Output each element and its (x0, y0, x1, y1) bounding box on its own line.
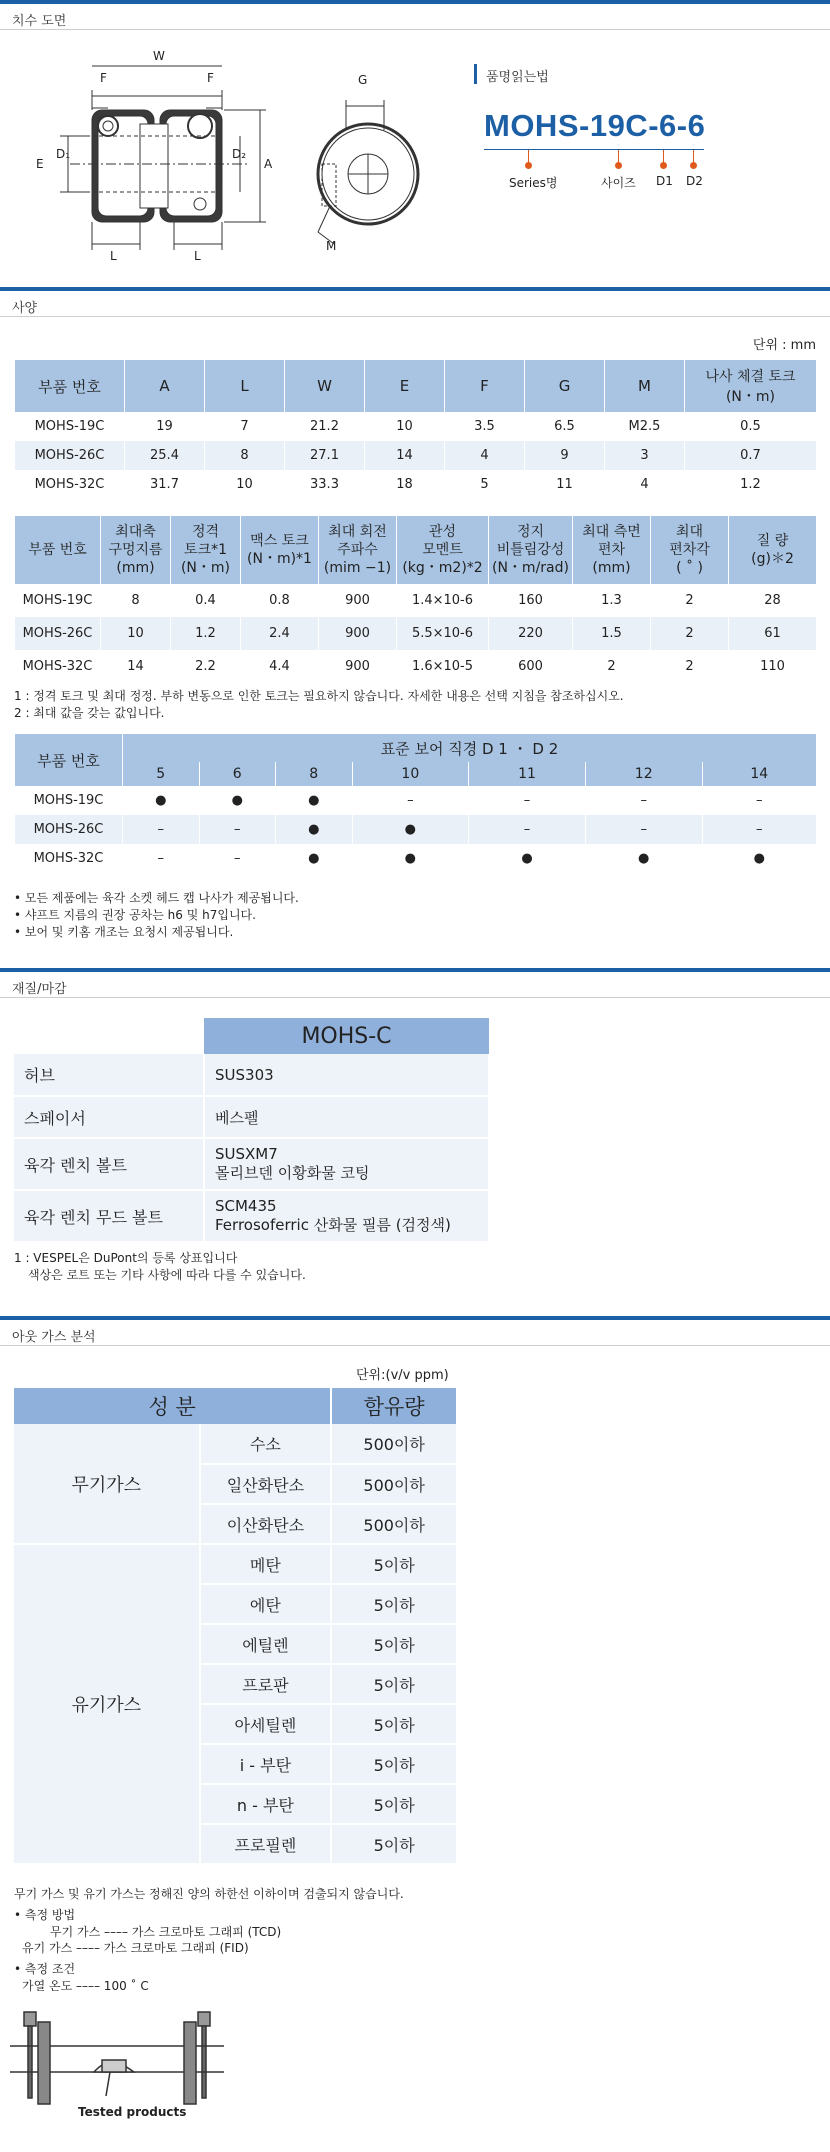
cell: MOHS-19C (15, 786, 123, 815)
cell: 육각 렌치 무드 볼트 (14, 1190, 204, 1242)
dim-D2: D₂ (232, 147, 247, 161)
cell: 육각 렌치 볼트 (14, 1138, 204, 1190)
table-row (15, 617, 817, 650)
th: F (445, 360, 525, 412)
cell: 0.4 (171, 584, 241, 617)
table-row (15, 650, 817, 683)
unit-label: 단위 : mm (752, 338, 816, 353)
section-title: 치수 도면 (12, 14, 67, 29)
cell: 18 (365, 470, 445, 499)
cell: 3 (605, 441, 685, 470)
th: 최대축 구멍지름 (mm) (101, 516, 171, 584)
cell: ● (469, 844, 586, 873)
cell: 에탄 (200, 1584, 332, 1624)
table-row (15, 412, 817, 441)
cell: 수소 (200, 1424, 332, 1464)
cell: 5.5×10-6 (397, 617, 489, 650)
cell: 3.5 (445, 412, 525, 441)
section-title: 사양 (12, 301, 38, 316)
th: 표준 보어 직경 D 1 ・ D 2 (123, 734, 817, 762)
section-material-header (0, 968, 830, 998)
cell: 1.5 (573, 617, 651, 650)
cell: – (469, 786, 586, 815)
th: 최대 측면 편차 (mm) (573, 516, 651, 584)
cell: 0.5 (685, 412, 817, 441)
cell: 19 (125, 412, 205, 441)
cell: 허브 (14, 1054, 204, 1096)
cell: 5이하 (331, 1704, 457, 1744)
cell: 2 (573, 650, 651, 683)
cell: – (585, 815, 702, 844)
cell: 10 (365, 412, 445, 441)
note-line: • 샤프트 지름의 권장 공차는 h6 및 h7입니다. (14, 907, 256, 922)
th: 12 (585, 762, 702, 786)
test-apparatus-diagram (10, 2000, 230, 2125)
cell: 2 (651, 650, 729, 683)
cell: ● (199, 786, 276, 815)
cell: 10 (101, 617, 171, 650)
table-row (15, 815, 817, 844)
dim-L-left: L (110, 249, 117, 263)
material-table (14, 1018, 490, 1243)
th: 정격 토크*1 (N・m) (171, 516, 241, 584)
cell: ● (585, 844, 702, 873)
th: W (285, 360, 365, 412)
cell: 일산화탄소 (200, 1464, 332, 1504)
dim-L-right: L (194, 249, 201, 263)
table-row (15, 786, 817, 815)
tested-products-label: Tested products (78, 2105, 187, 2119)
cell: 900 (319, 584, 397, 617)
table-row (15, 584, 817, 617)
bore-notes (14, 890, 299, 940)
cell: – (123, 844, 200, 873)
cell: 2.2 (171, 650, 241, 683)
note-line: • 보어 및 키홈 개조는 요청시 제공됩니다. (14, 924, 234, 939)
th: 부품 번호 (15, 360, 125, 412)
cell: 160 (489, 584, 573, 617)
note-line: 2 : 최대 값을 갖는 값입니다. (14, 705, 165, 720)
cell: 11 (525, 470, 605, 499)
cell: 500이하 (331, 1504, 457, 1544)
th: 질 량 (g)＊2 (729, 516, 817, 584)
cell: 31.7 (125, 470, 205, 499)
cell: n - 부탄 (200, 1784, 332, 1824)
dim-D1: D₁ (56, 147, 71, 161)
cell: ● (352, 815, 469, 844)
dim-E: E (36, 157, 44, 171)
cell: 8 (205, 441, 285, 470)
th: A (125, 360, 205, 412)
cell: MOHS-32C (15, 650, 101, 683)
note-line: 1 : VESPEL은 DuPont의 등록 상표입니다 (14, 1251, 238, 1265)
cell: MOHS-19C (15, 412, 125, 441)
cell: 5이하 (331, 1544, 457, 1584)
note-line: 무기 가스 –––– 가스 크로마토 그래피 (TCD) (50, 1924, 282, 1939)
cell: 61 (729, 617, 817, 650)
th: 정지 비틀림강성 (N・m/rad) (489, 516, 573, 584)
naming-accent-bar (474, 64, 477, 84)
th: 관성 모멘트 (kg・m2)*2 (397, 516, 489, 584)
cell: 1.4×10-6 (397, 584, 489, 617)
note-line: 무기 가스 및 유기 가스는 정해진 양의 하한선 이하이며 검출되지 않습니다. (14, 1887, 404, 1901)
cell: 4 (445, 441, 525, 470)
cell: 5이하 (331, 1664, 457, 1704)
cell: 5이하 (331, 1624, 457, 1664)
th: 함유량 (331, 1388, 457, 1424)
cell: 프로판 (200, 1664, 332, 1704)
dim-F-left: F (100, 71, 107, 85)
th: 11 (469, 762, 586, 786)
cell: – (352, 786, 469, 815)
note-line: 색상은 로트 또는 기타 사항에 따라 다를 수 있습니다. (28, 1267, 306, 1282)
section-spec-header (0, 287, 830, 317)
cell: – (199, 844, 276, 873)
model-code: MOHS-19C-6-6 (484, 108, 706, 143)
naming-title: 품명읽는법 (486, 70, 549, 85)
cell: 2 (651, 584, 729, 617)
cell: 2.4 (241, 617, 319, 650)
label-d1: D1 (656, 174, 673, 188)
cell: MOHS-32C (15, 844, 123, 873)
th: E (365, 360, 445, 412)
group-inorganic: 무기가스 (14, 1424, 200, 1544)
note-line: • 측정 방법 (14, 1907, 76, 1922)
cell: 33.3 (285, 470, 365, 499)
th: 5 (123, 762, 200, 786)
cell: 5 (445, 470, 525, 499)
th: 최대 회전 주파수 (mim −1) (319, 516, 397, 584)
cell: 10 (205, 470, 285, 499)
cell: – (702, 815, 816, 844)
th: 성 분 (14, 1388, 331, 1424)
cell: 프로필렌 (200, 1824, 332, 1864)
cell: 1.2 (685, 470, 817, 499)
cell: ● (123, 786, 200, 815)
cell: 0.7 (685, 441, 817, 470)
th: 나사 체결 토크 (N・m) (685, 360, 817, 412)
cell: 600 (489, 650, 573, 683)
cell: ● (276, 815, 353, 844)
cell: MOHS-26C (15, 815, 123, 844)
coupling-drawing (0, 34, 460, 264)
cell: 4.4 (241, 650, 319, 683)
spec-notes (14, 688, 624, 722)
table-row (15, 470, 817, 499)
cell: SUS303 (204, 1054, 489, 1096)
spec-table-1 (14, 360, 816, 499)
label-d2: D2 (686, 174, 703, 188)
th: M (605, 360, 685, 412)
cell: ● (352, 844, 469, 873)
th: 10 (352, 762, 469, 786)
cell: 500이하 (331, 1424, 457, 1464)
cell: 6.5 (525, 412, 605, 441)
cell: 1.3 (573, 584, 651, 617)
section-outgas-header (0, 1316, 830, 1346)
th-empty (14, 1018, 204, 1054)
note-line: 가열 온도 –––– 100 ˚ C (22, 1978, 149, 1993)
gas-table (14, 1388, 458, 1865)
dim-M: M (326, 239, 337, 253)
cell: – (123, 815, 200, 844)
th: 부품 번호 (15, 516, 101, 584)
cell: 아세틸렌 (200, 1704, 332, 1744)
group-organic: 유기가스 (14, 1544, 200, 1864)
cell: 1.6×10-5 (397, 650, 489, 683)
cell: 14 (101, 650, 171, 683)
bore-table (14, 734, 816, 873)
cell: 9 (525, 441, 605, 470)
th: L (205, 360, 285, 412)
label-series: Series명 (509, 176, 558, 190)
cell: – (469, 815, 586, 844)
th: MOHS-C (204, 1018, 489, 1054)
dim-W: W (153, 49, 165, 63)
code-underline (484, 149, 704, 150)
cell: – (702, 786, 816, 815)
cell: 1.2 (171, 617, 241, 650)
cell: ● (276, 844, 353, 873)
cell: 메탄 (200, 1544, 332, 1584)
cell: 0.8 (241, 584, 319, 617)
dot-size (615, 162, 622, 169)
dim-F-right: F (207, 71, 214, 85)
cell: 21.2 (285, 412, 365, 441)
cell: 베스펠 (204, 1096, 489, 1138)
cell: MOHS-26C (15, 441, 125, 470)
cell: 900 (319, 650, 397, 683)
note-line: 유기 가스 –––– 가스 크로마토 그래피 (FID) (22, 1941, 249, 1956)
cell: – (585, 786, 702, 815)
cell: 900 (319, 617, 397, 650)
dot-d2 (690, 162, 697, 169)
cell: – (199, 815, 276, 844)
table-row (15, 844, 817, 873)
cell: 28 (729, 584, 817, 617)
cell: 220 (489, 617, 573, 650)
th: 6 (199, 762, 276, 786)
th: 부품 번호 (15, 734, 123, 786)
cell: 110 (729, 650, 817, 683)
cell: 이산화탄소 (200, 1504, 332, 1544)
th: 8 (276, 762, 353, 786)
note-line: • 측정 조건 (14, 1962, 76, 1977)
gas-notes (14, 1886, 404, 1995)
cell: 25.4 (125, 441, 205, 470)
cell: 스페이서 (14, 1096, 204, 1138)
cell: 8 (101, 584, 171, 617)
cell: 5이하 (331, 1784, 457, 1824)
cell: 에틸렌 (200, 1624, 332, 1664)
cell: 4 (605, 470, 685, 499)
spec-table-2 (14, 516, 816, 683)
note-line: 1 : 정격 토크 및 최대 정정. 부하 변동으로 인한 토크는 필요하지 않습니다. 자세한 내용은 선택 지침을 참조하십시오. (14, 689, 624, 703)
cell: MOHS-32C (15, 470, 125, 499)
cell: ● (702, 844, 816, 873)
dot-d1 (660, 162, 667, 169)
cell: MOHS-26C (15, 617, 101, 650)
section-title: 아웃 가스 분석 (12, 1330, 96, 1345)
th: 맥스 토크 (N・m)*1 (241, 516, 319, 584)
cell: 5이하 (331, 1824, 457, 1864)
cell: 14 (365, 441, 445, 470)
cell: 5이하 (331, 1744, 457, 1784)
cell: 7 (205, 412, 285, 441)
th: 최대 편차각 ( ˚ ) (651, 516, 729, 584)
cell: ● (276, 786, 353, 815)
section-dims-header (0, 0, 830, 30)
note-line: • 모든 제품에는 육각 소켓 헤드 캡 나사가 제공됩니다. (14, 891, 299, 905)
table-row (15, 441, 817, 470)
cell: M2.5 (605, 412, 685, 441)
cell: i - 부탄 (200, 1744, 332, 1784)
section-title: 재질/마감 (12, 982, 67, 997)
th: G (525, 360, 605, 412)
dot-series (525, 162, 532, 169)
material-notes (14, 1250, 306, 1284)
cell: MOHS-19C (15, 584, 101, 617)
cell: 27.1 (285, 441, 365, 470)
gas-unit: 단위:(v/v ppm) (356, 1368, 449, 1383)
dim-G: G (358, 73, 368, 87)
label-size: 사이즈 (601, 176, 636, 190)
cell: 500이하 (331, 1464, 457, 1504)
cell: 5이하 (331, 1584, 457, 1624)
cell: 2 (651, 617, 729, 650)
cell: SCM435 Ferrosoferric 산화물 필름 (검정색) (204, 1190, 489, 1242)
dim-A: A (264, 157, 273, 171)
th: 14 (702, 762, 816, 786)
cell: SUSXM7 몰리브덴 이황화물 코팅 (204, 1138, 489, 1190)
